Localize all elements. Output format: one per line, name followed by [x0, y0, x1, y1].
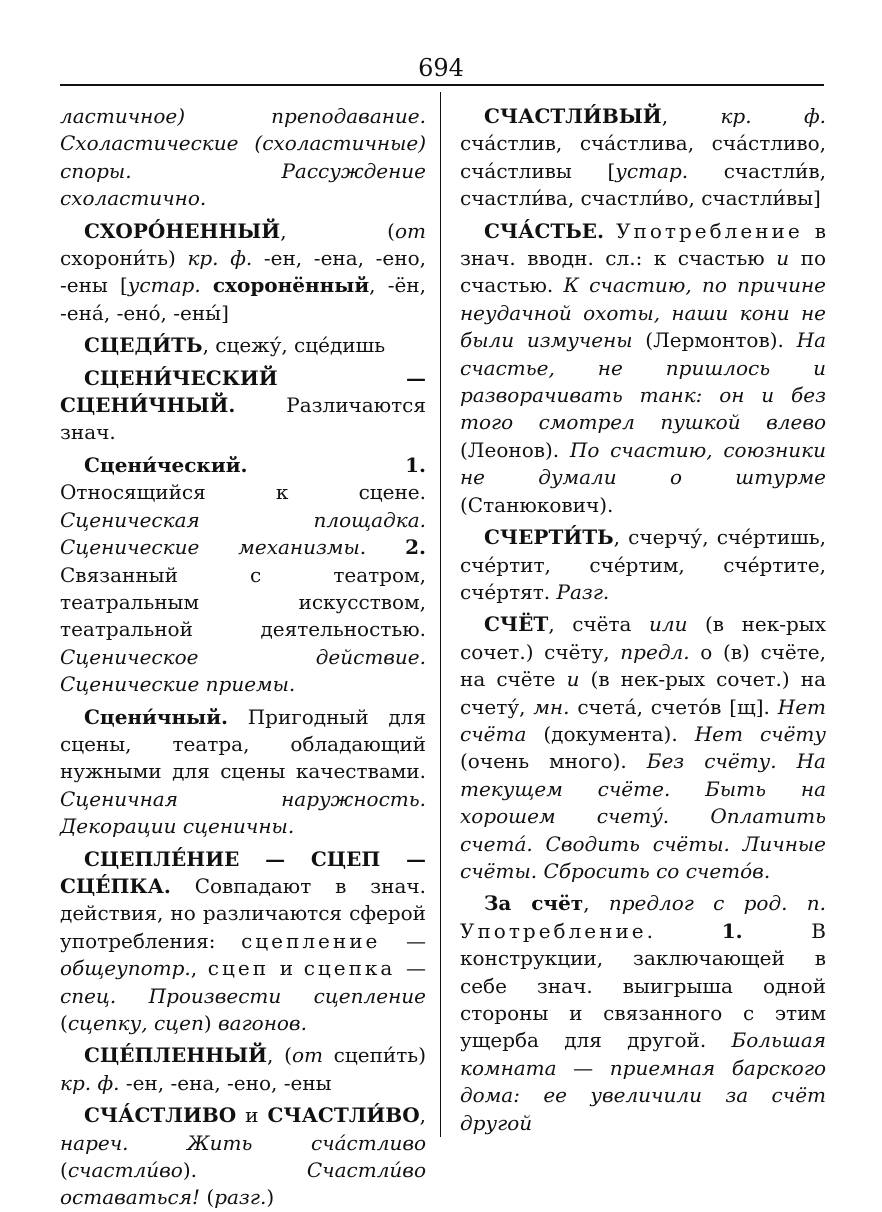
italic-text: разг.: [214, 1185, 267, 1210]
entry-text: Совпадают в знач. действия, но различаются сферой употребления:: [60, 873, 426, 953]
entry-text: [201, 273, 213, 297]
dictionary-entry: [60, 1102, 426, 1212]
entry-text: В конструкции, заключающей в себе знач. выигрыша одной стороны и связанного с этим ущерба для другой.: [460, 918, 826, 1053]
entry-text: ): [266, 1185, 275, 1210]
spaced-text: сцепка: [303, 956, 396, 981]
spaced-text: сцепление: [241, 928, 381, 953]
headword: 1.: [721, 918, 743, 943]
italic-text: и: [776, 246, 790, 271]
italic-text: или: [648, 612, 688, 637]
dictionary-entry: [60, 218, 426, 328]
entry-text: Относящийся к сцене.: [60, 480, 426, 505]
italic-text: мн.: [533, 694, 570, 719]
spaced-text: Употребление: [460, 918, 647, 943]
header-rule: [60, 84, 824, 86]
entry-text: , (: [267, 1043, 292, 1068]
italic-text: Нет счёта: [460, 694, 826, 746]
italic-text: кр. ф.: [60, 1070, 120, 1095]
headword: СЦЕНИ́ЧЕСКИЙ — СЦЕНИ́ЧНЫЙ.: [60, 365, 426, 418]
italic-text: общеупотр.: [60, 956, 191, 981]
italic-text: сцепку, сцеп: [67, 1011, 204, 1035]
entry-text: (Станюкович).: [460, 492, 614, 517]
entry-text: (: [60, 1158, 68, 1183]
italic-text: от: [394, 218, 426, 243]
headword: СХОРО́НЕННЫЙ: [84, 218, 281, 243]
dictionary-entry: [460, 103, 826, 213]
headword: За счёт: [484, 891, 584, 916]
entry-text: ,: [583, 891, 609, 916]
italic-text: По счастию, союзники не думали о штурме: [460, 437, 826, 490]
entry-text: и: [236, 1103, 268, 1128]
italic-text: Счастли́во оставаться!: [60, 1158, 426, 1210]
headword: СЧА́СТЬЕ.: [484, 218, 604, 243]
italic-text: и: [566, 667, 580, 692]
entry-text: ,: [190, 956, 208, 981]
left-column: [60, 103, 426, 1212]
dictionary-entry: [60, 704, 426, 841]
spaced-text: сцеп: [207, 956, 270, 981]
entry-text: [366, 535, 405, 559]
italic-text: К счастию, по причине неудачной охоты, наши кони не были измучены: [460, 273, 826, 353]
italic-text: Сценичная наружность. Декорации сценичны.: [60, 786, 426, 839]
italic-text: счастли́во: [67, 1158, 183, 1183]
entry-text: ): [203, 1011, 218, 1035]
dictionary-entry: [60, 365, 426, 447]
entry-text: Различаются знач.: [60, 393, 426, 445]
entry-text: -ен, -ена, -ено, -ены: [119, 1070, 332, 1095]
entry-text: , (: [280, 218, 395, 243]
italic-text: предлог с род. п.: [608, 891, 826, 916]
italic-text: вагонов.: [218, 1011, 307, 1035]
headword: СЦЕДИ́ТЬ: [84, 333, 203, 358]
headword: СЧАСТЛИ́ВО: [267, 1103, 420, 1128]
entry-text: (документа).: [526, 721, 695, 746]
entry-text: (Леонов).: [460, 437, 570, 462]
italic-text: устар.: [615, 158, 689, 183]
dictionary-entry: [60, 103, 426, 213]
entry-text: сцепи́ть): [322, 1043, 426, 1068]
dictionary-entry: [460, 218, 826, 519]
italic-text: устар.: [127, 273, 201, 298]
entry-text: , -ён, -ена́, -ено́, -ены́]: [60, 273, 426, 325]
italic-text: спец. Произвести сцепление: [60, 983, 426, 1008]
headword: СЦЕ́ПЛЕННЫЙ: [84, 1043, 268, 1068]
headword: Сцени́ческий.: [84, 452, 248, 477]
entry-text: Пригодный для сцены, театра, обладающий нужными для сцены качествами.: [60, 704, 426, 784]
entry-text: (: [60, 1011, 68, 1035]
dictionary-entry: [460, 611, 826, 885]
headword: 2.: [405, 535, 426, 560]
entry-text: , счёта: [548, 612, 649, 637]
entry-text: .: [646, 918, 722, 943]
headword: СЦЕПЛЕ́НИЕ — СЦЕП — СЦЕ́ПКА.: [60, 846, 426, 898]
entry-text: ,: [419, 1103, 426, 1128]
headword: 1.: [405, 452, 426, 477]
headword: СЧЕРТИ́ТЬ: [484, 525, 614, 550]
dictionary-entry: [460, 890, 826, 1137]
italic-text: Без счёту. На текущем счёте. Быть на хорошем счету́. Оплатить счета́. Сводить счёты. Личные счёты. Сбросить со счето́в.: [460, 749, 826, 883]
italic-text: Сценическая площадка. Сценические механизмы.: [60, 507, 426, 560]
entry-text: в знач. вводн. сл.: к счастью: [460, 218, 826, 271]
entry-text: по счастью.: [460, 246, 826, 298]
italic-text: предл.: [620, 639, 690, 664]
entry-text: (очень много).: [460, 749, 647, 774]
entry-text: и: [269, 956, 304, 981]
italic-text: Разг.: [556, 579, 610, 604]
dictionary-entry: [460, 524, 826, 606]
headword: СЧА́СТЛИВО: [84, 1103, 237, 1128]
entry-text: [604, 219, 616, 243]
entry-text: [248, 453, 406, 477]
entry-text: , счерчу́, сче́ртишь, сче́ртит, сче́ртим, сче́ртите, сче́ртят.: [460, 525, 826, 604]
entry-text: (в нек-рых сочет.) на счету́,: [460, 667, 826, 719]
entry-text: сча́стлив, сча́стлива, сча́стливо, сча́стливы [: [460, 131, 826, 183]
entry-text: (Лермонтов).: [632, 328, 797, 353]
entry-text: , сцежу́, сце́дишь: [202, 333, 386, 358]
entry-text: счастли́в, счастли́ва, счастли́во, счастли́вы]: [460, 158, 826, 211]
entry-text: —: [395, 956, 427, 981]
italic-text: Нет счёту: [694, 721, 826, 746]
entry-text: ).: [182, 1158, 307, 1183]
column-divider: [440, 92, 441, 1137]
spaced-text: Употребление: [616, 218, 803, 243]
headword: Сцени́чный.: [84, 704, 229, 729]
entry-text: (: [200, 1185, 215, 1210]
italic-text: ластичное) преподавание. Схоластические (схоластичные) споры. Рассуждение схоластично.: [60, 104, 426, 211]
italic-text: Сценическое действие. Сценические приемы.: [60, 644, 426, 697]
entry-text: -ен, -ена, -ено, -ены [: [60, 246, 426, 298]
entry-text: Связанный с театром, театральным искусством, театральной деятельностью.: [60, 562, 426, 642]
italic-text: Большая комната — приемная барского дома: ее увеличили за счёт другой: [460, 1028, 826, 1135]
entry-text: счета́, счето́в [щ].: [569, 694, 778, 719]
headword: СЧЁТ: [484, 612, 549, 637]
italic-text: кр. ф.: [187, 246, 253, 271]
entry-text: о (в) счёте, на счёте: [460, 639, 826, 692]
italic-text: На счастье, не пришлось и разворачивать танк: он и без того смотрел пушкой влево: [460, 328, 826, 435]
entry-text: (в нек-рых сочет.) счёту,: [460, 612, 826, 664]
headword: СЧАСТЛИ́ВЫЙ: [484, 104, 662, 128]
italic-text: от: [291, 1043, 323, 1068]
entry-text: схорони́ть): [60, 246, 188, 271]
entry-text: ,: [661, 104, 721, 128]
headword: схоронённый: [212, 273, 370, 298]
italic-text: кр. ф.: [720, 104, 826, 128]
dictionary-entry: [60, 332, 426, 359]
dictionary-entry: [60, 846, 426, 1038]
right-column: [460, 103, 826, 1137]
dictionary-entry: [60, 1042, 426, 1097]
page-number: 694: [418, 54, 464, 82]
italic-text: нареч. Жить сча́стливо: [60, 1130, 426, 1155]
entry-text: —: [380, 928, 427, 953]
dictionary-entry: [60, 452, 426, 699]
